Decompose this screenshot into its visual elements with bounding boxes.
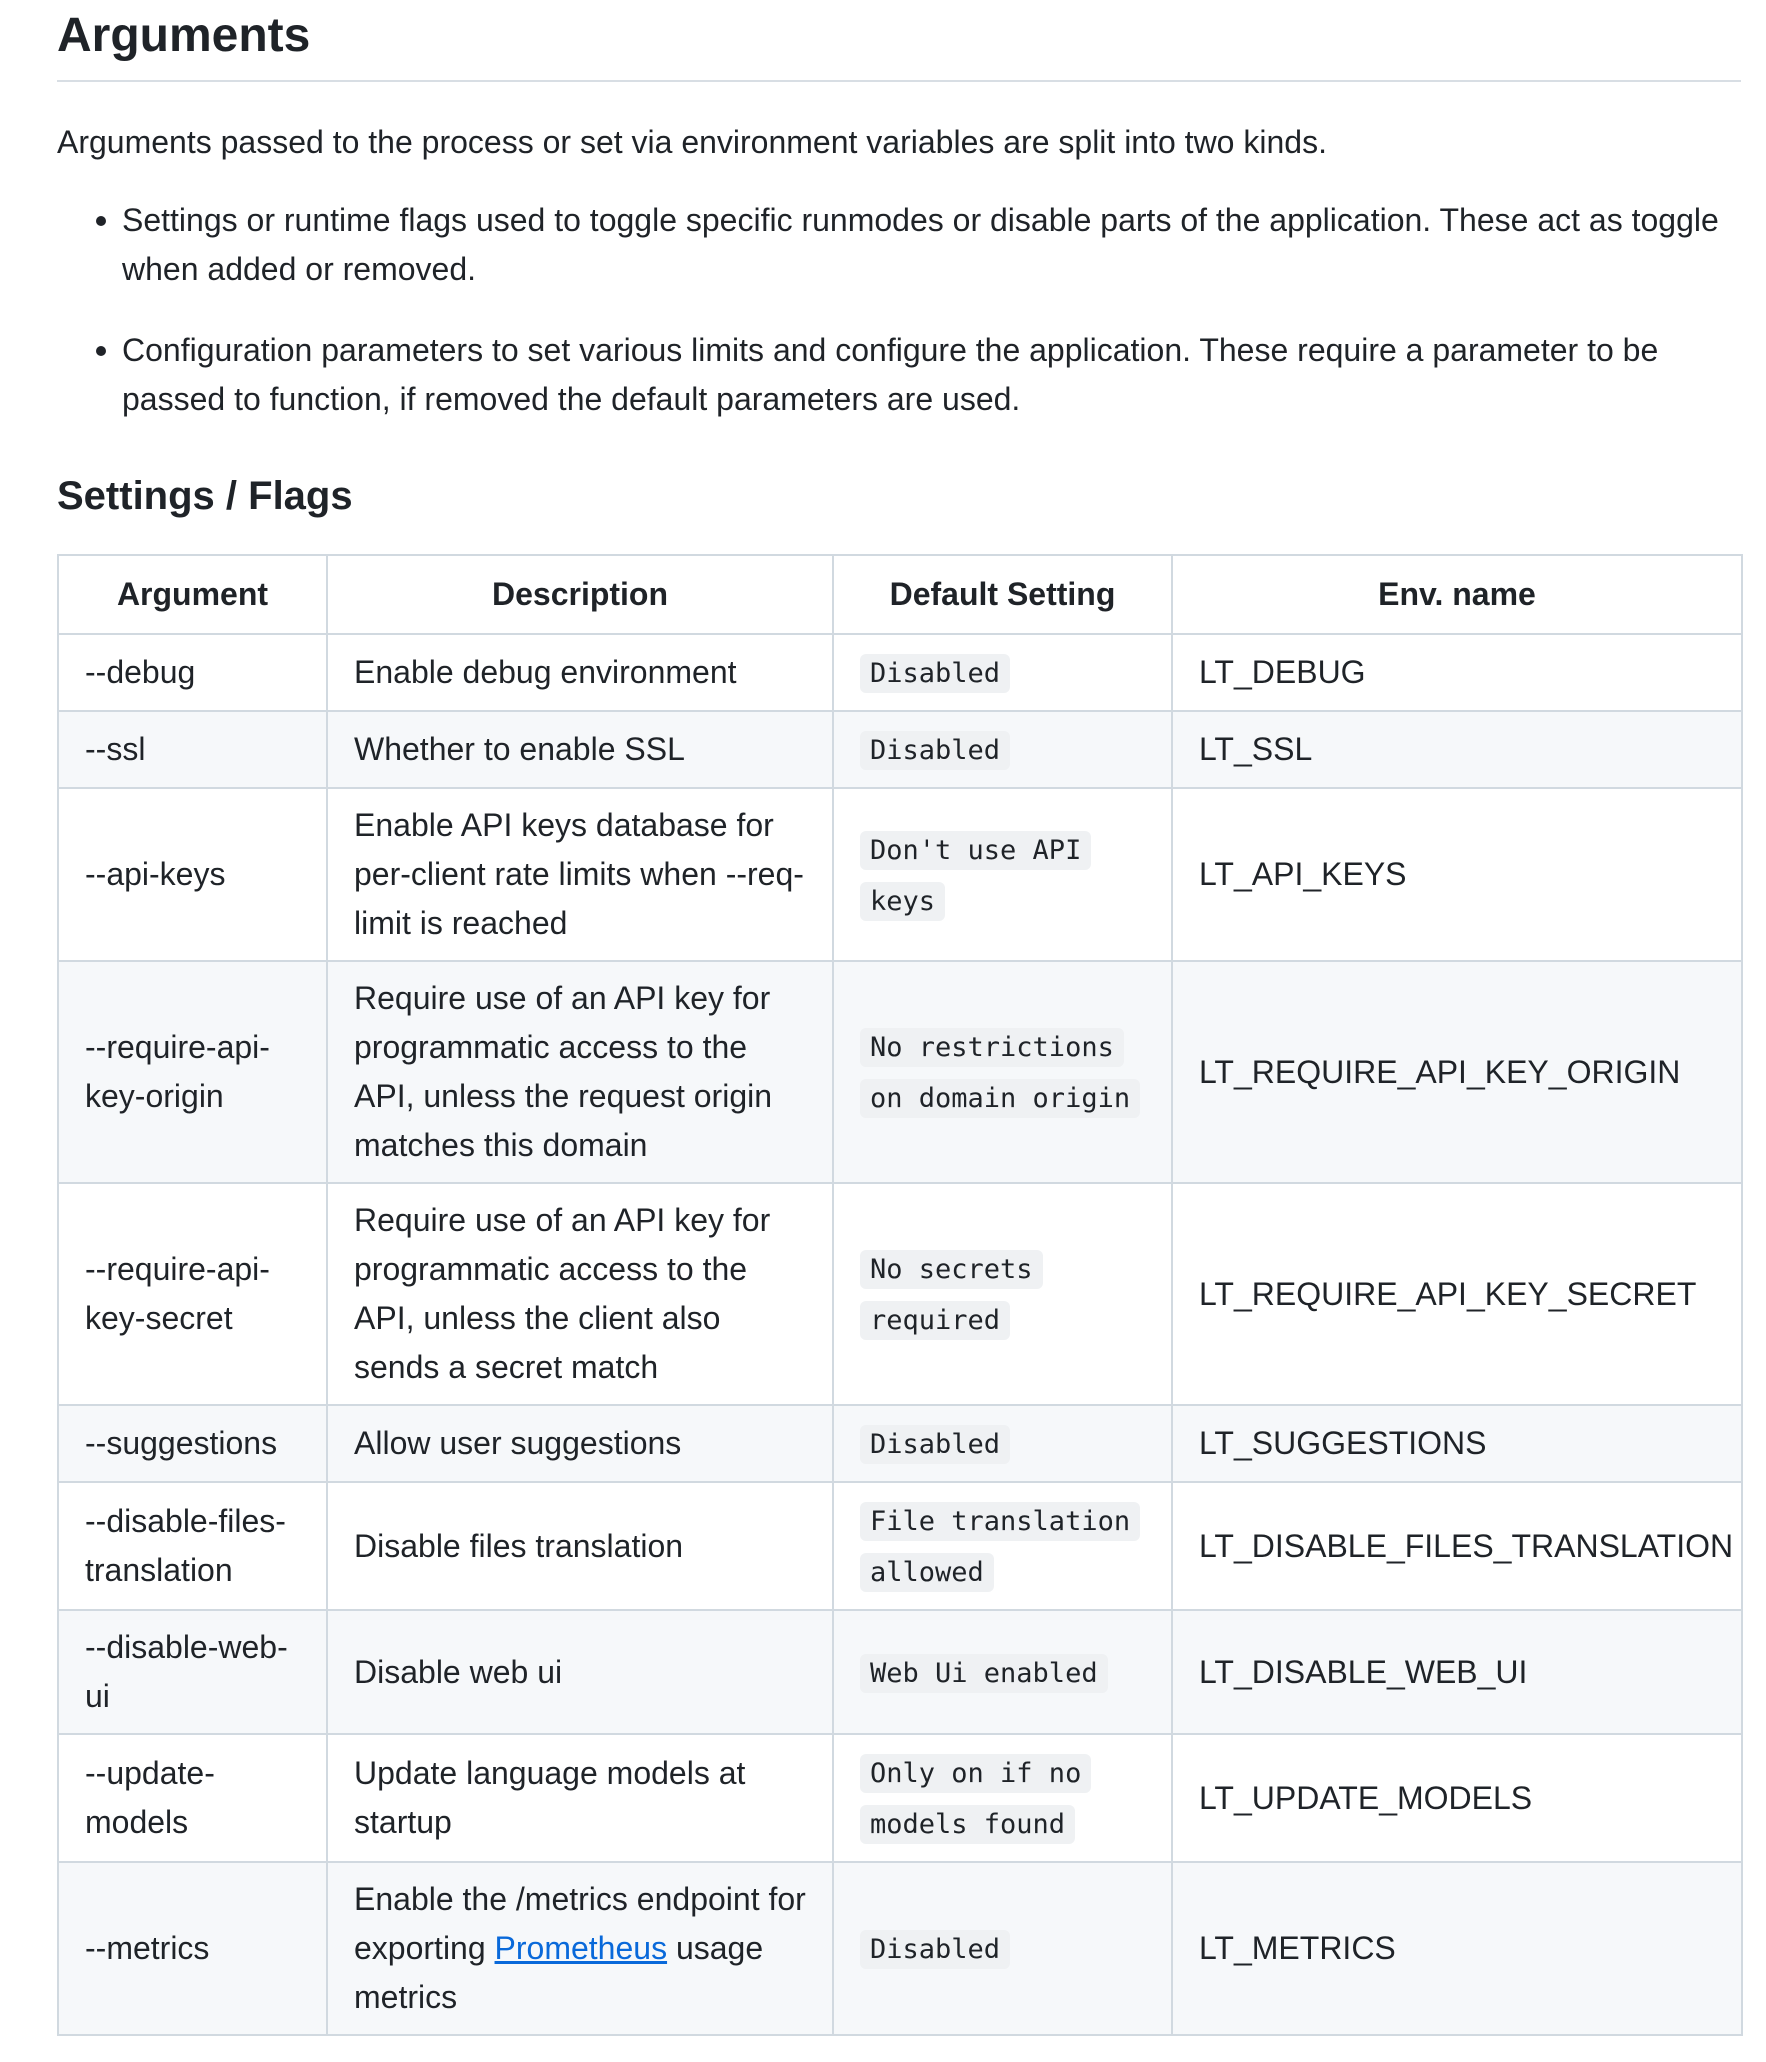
default-cell <box>833 711 1172 788</box>
default-cell <box>833 1405 1172 1482</box>
argument-cell: --ssl <box>58 711 327 788</box>
description-cell: Require use of an API key for programmatic access to the API, unless the client also sends a secret match <box>327 1183 833 1405</box>
env-cell: LT_DISABLE_FILES_TRANSLATION <box>1172 1482 1742 1610</box>
header-argument: Argument <box>58 555 327 634</box>
table-row <box>58 1405 1742 1482</box>
argument-cell: --disable-files-translation <box>58 1482 327 1610</box>
description-cell: Update language models at startup <box>327 1734 833 1862</box>
default-code: Only on if no models found <box>860 1754 1091 1844</box>
header-description: Description <box>327 555 833 634</box>
table-row <box>58 711 1742 788</box>
env-cell: LT_SUGGESTIONS <box>1172 1405 1742 1482</box>
default-cell <box>833 1482 1172 1610</box>
table-row <box>58 1734 1742 1862</box>
description-cell: Require use of an API key for programmatic access to the API, unless the request origin matches this domain <box>327 961 833 1183</box>
description-text: usage metrics <box>354 1930 764 2015</box>
default-code: Disabled <box>860 731 1010 770</box>
default-code: No restrictions on domain origin <box>860 1028 1140 1118</box>
table-row <box>58 634 1742 711</box>
prometheus-link[interactable]: Prometheus <box>494 1930 668 1966</box>
default-code: Web Ui enabled <box>860 1654 1108 1693</box>
default-code: Disabled <box>860 1425 1010 1464</box>
env-cell: LT_REQUIRE_API_KEY_SECRET <box>1172 1183 1742 1405</box>
default-cell <box>833 1610 1172 1734</box>
env-cell: LT_REQUIRE_API_KEY_ORIGIN <box>1172 961 1742 1183</box>
description-cell: Disable files translation <box>327 1482 833 1610</box>
default-cell <box>833 961 1172 1183</box>
table-row <box>58 1183 1742 1405</box>
default-cell <box>833 1862 1172 2035</box>
intro-paragraph: Arguments passed to the process or set via environment variables are split into two kinds. <box>57 124 1327 160</box>
env-cell: LT_METRICS <box>1172 1862 1742 2035</box>
default-code: No secrets required <box>860 1250 1043 1340</box>
default-code: Don't use API keys <box>860 831 1091 921</box>
argument-cell: --disable-web-ui <box>58 1610 327 1734</box>
table-header-row <box>58 555 1742 634</box>
default-code: Disabled <box>860 1930 1010 1969</box>
argument-kinds-list <box>57 196 1747 456</box>
env-cell: LT_SSL <box>1172 711 1742 788</box>
default-cell <box>833 788 1172 961</box>
argument-cell: --metrics <box>58 1862 327 2035</box>
env-cell: LT_DEBUG <box>1172 634 1742 711</box>
argument-cell: --require-api-key-origin <box>58 961 327 1183</box>
table-row <box>58 1862 1742 2035</box>
list-item: Settings or runtime flags used to toggle specific runmodes or disable parts of the application. These act as toggle when added or removed. <box>57 196 1747 294</box>
description-cell: Whether to enable SSL <box>327 711 833 788</box>
header-env-name: Env. name <box>1172 555 1742 634</box>
settings-flags-table <box>57 554 1743 2036</box>
env-cell: LT_API_KEYS <box>1172 788 1742 961</box>
argument-cell: --require-api-key-secret <box>58 1183 327 1405</box>
description-cell: Enable debug environment <box>327 634 833 711</box>
table-row <box>58 788 1742 961</box>
default-cell <box>833 634 1172 711</box>
env-cell: LT_DISABLE_WEB_UI <box>1172 1610 1742 1734</box>
table-row <box>58 1482 1742 1610</box>
section-title: Settings / Flags <box>57 474 353 518</box>
table-row <box>58 1610 1742 1734</box>
table-row <box>58 961 1742 1183</box>
argument-cell: --debug <box>58 634 327 711</box>
default-code: Disabled <box>860 654 1010 693</box>
description-cell: Allow user suggestions <box>327 1405 833 1482</box>
env-cell: LT_UPDATE_MODELS <box>1172 1734 1742 1862</box>
argument-cell: --update-models <box>58 1734 327 1862</box>
page-heading: Arguments <box>57 2 1741 82</box>
description-text: Enable the /metrics endpoint for exporting <box>354 1881 806 1966</box>
description-cell <box>327 1862 833 2035</box>
default-cell <box>833 1183 1172 1405</box>
default-code: File translation allowed <box>860 1502 1140 1592</box>
argument-cell: --api-keys <box>58 788 327 961</box>
description-cell: Enable API keys database for per-client rate limits when --req-limit is reached <box>327 788 833 961</box>
list-item: Configuration parameters to set various limits and configure the application. These require a parameter to be passed to function, if removed the default parameters are used. <box>57 326 1747 424</box>
default-cell <box>833 1734 1172 1862</box>
description-cell: Disable web ui <box>327 1610 833 1734</box>
header-default-setting: Default Setting <box>833 555 1172 634</box>
argument-cell: --suggestions <box>58 1405 327 1482</box>
